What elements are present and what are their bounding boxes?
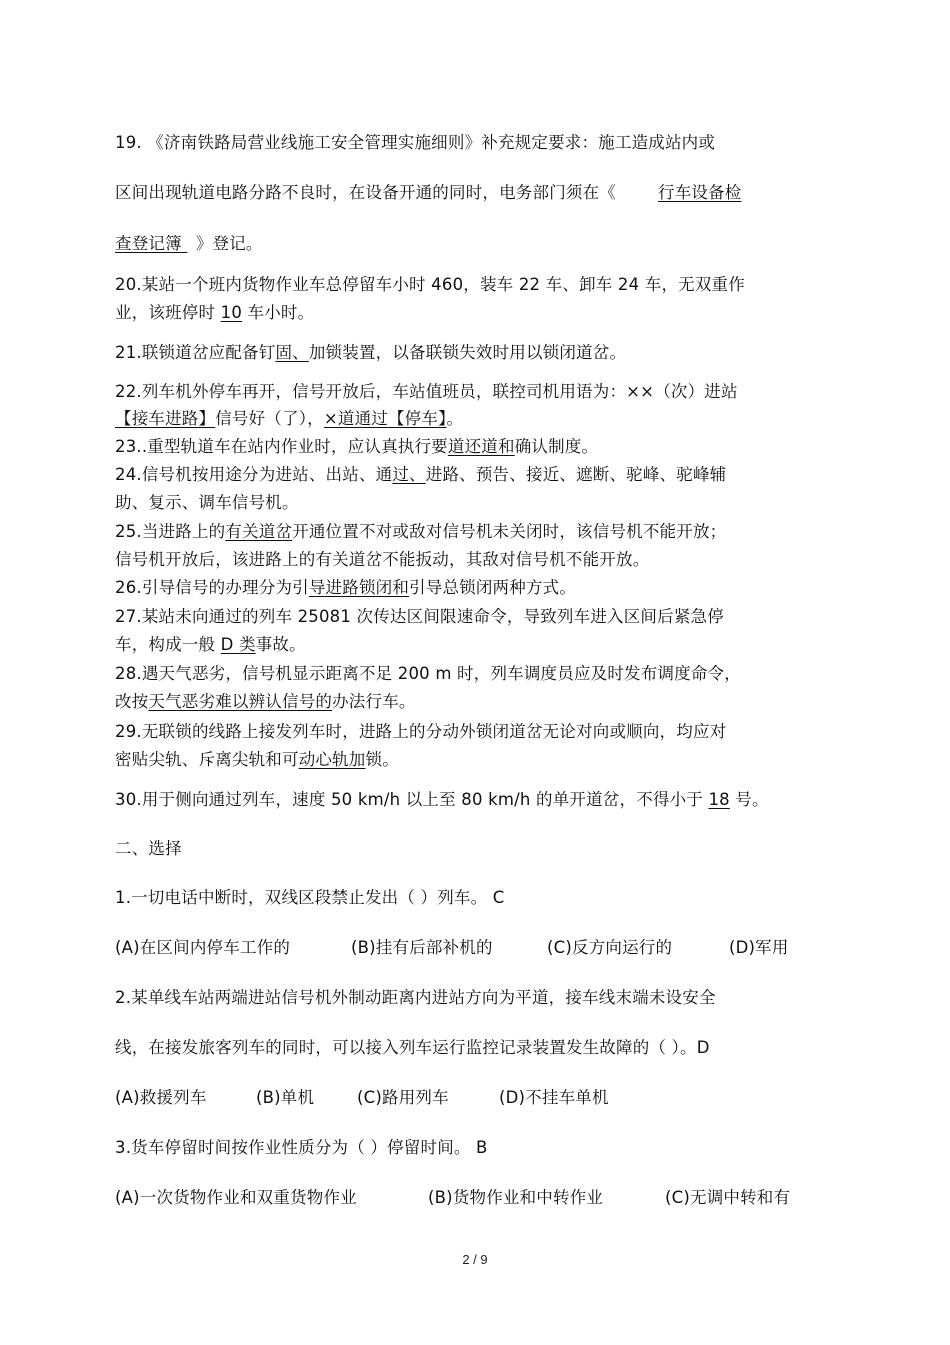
q22-text-end: 。 [446,409,464,428]
q19-line3 [115,233,263,255]
q20-answer: 10 [220,303,243,322]
q24-line1 [115,464,726,486]
q25-line1 [115,521,726,543]
q30-text-end: 号。 [729,790,769,809]
q22-answer2: ×道通过【停车】 [323,409,447,428]
choice1-question: 1.一切电话中断时，双线区段禁止发出（ ）列车。 C [115,888,505,907]
q26-text: 26.引导信号的办理分为引 [115,578,309,597]
q19-text: 区间出现轨道电路分路不良时，在设备开通的同时，电务部门须在《 [115,183,616,202]
q20-text: 业，该班停时 [115,303,221,322]
q27-text-end: 事故。 [255,635,306,654]
q21-answer: 固、 [275,343,309,362]
choice3-option-b: (B)货物作业和中转作业 [428,1188,604,1207]
q28-text: 改按 [115,692,149,711]
choice3-option-c: (C)无调中转和有 [665,1188,791,1207]
choice1-option-a: (A)在区间内停车工作的 [115,938,291,957]
choice2-option-c: (C)路用列车 [357,1088,449,1107]
q30-line [115,789,769,811]
q25-line2: 信号机开放后，该进路上的有关道岔不能扳动，其敌对信号机不能开放。 [115,550,650,569]
q22-line2 [115,408,463,430]
q29-text: 密贴尖轨、斥离尖轨和可 [115,750,299,769]
section-heading: 二、选择 [115,839,182,858]
choice2-option-a: (A)救援列车 [115,1088,207,1107]
q23-text: 23..重型轨道车在站内作业时，应认真执行要 [115,437,448,456]
q26-line [115,577,576,599]
q22-answer1: 【接车进路】 [115,409,216,428]
q29-line2 [115,749,399,771]
q21-text: 21.联锁道岔应配备钉 [115,343,276,362]
q22-line1: 22.列车机外停车再开，信号开放后，车站值班员，联控司机用语为：××（次）进站 [115,382,738,401]
q24-text: 24.信号机按用途分为进站、出站、通 [115,465,393,484]
q27-answer: D 类 [220,635,256,654]
q19-line1: 19. 《济南铁路局营业线施工安全管理实施细则》补充规定要求：施工造成站内或 [115,133,716,152]
q23-answer: 道还道和 [447,437,515,456]
q19-answer-part1: 行车设备检 [658,183,742,202]
choice3-question: 3.货车停留时间按作业性质分为（ ）停留时间。 B [115,1138,488,1157]
q28-line1: 28.遇天气恶劣，信号机显示距离不足 200 m 时，列车调度员应及时发布调度命令， [115,664,741,683]
q28-answer: 天气恶劣难以辨认信号的 [148,692,333,711]
q24-line2: 助、复示、调车信号机。 [115,493,299,512]
choice1-option-b: (B)挂有后部补机的 [351,938,493,957]
choice2-question-line1: 2.某单线车站两端进站信号机外制动距离内进站方向为平道，接车线末端未设安全 [115,988,716,1007]
q21-text-end: 加锁装置，以备联锁失效时用以锁闭道岔。 [308,343,627,362]
q20-text-end: 车小时。 [242,303,315,322]
q19-answer-part2: 查登记簿 [115,234,182,253]
choice2-question-line2: 线，在接发旅客列车的同时，可以接入列车运行监控记录装置发生故障的（ ）。D [115,1038,710,1057]
q19-text-end: 》登记。 [195,234,263,253]
q26-text-end: 引导总锁闭两种方式。 [409,578,577,597]
choice1-option-d: (D)军用 [729,938,789,957]
q28-text-end: 办法行车。 [332,692,416,711]
q30-answer: 18 [708,790,730,809]
q28-line2 [115,691,416,713]
q29-line1: 29.无联锁的线路上接发列车时，进路上的分动外锁闭道岔无论对向或顺向，均应对 [115,722,727,741]
q27-text: 车，构成一般 [115,635,221,654]
q23-text-end: 确认制度。 [514,437,599,456]
q27-line2 [115,634,306,656]
q24-answer: 过、 [392,465,426,484]
q25-text: 25.当进路上的 [115,522,226,541]
q20-line1: 20.某站一个班内货物作业车总停留车小时 460，装车 22 车、卸车 24 车，无双重作 [115,275,745,294]
q26-answer: 导进路锁闭和 [308,578,410,597]
q29-text-end: 锁。 [365,750,399,769]
q30-text: 30.用于侧向通过列车，速度 50 km/h 以上至 80 km/h 的单开道岔，不得小于 [115,790,709,809]
choice2-option-d: (D)不挂车单机 [499,1088,609,1107]
q25-text-end: 开通位置不对或敌对信号机未关闭时，该信号机不能开放； [292,522,727,541]
choice2-option-b: (B)单机 [256,1088,315,1107]
q24-text-end: 进路、预告、接近、遮断、驼峰、驼峰辅 [425,465,727,484]
q22-text: 信号好（了）， [215,409,324,428]
q23-line [115,436,598,458]
choice3-option-a: (A)一次货物作业和双重货物作业 [115,1188,357,1207]
q25-answer: 有关道岔 [225,522,293,541]
q21-line [115,342,626,364]
q20-line2 [115,302,314,324]
choice1-option-c: (C)反方向运行的 [547,938,673,957]
q29-answer: 动心轨加 [298,750,366,769]
page-number: 2 / 9 [462,1252,488,1267]
q19-line2 [115,182,742,204]
q27-line1: 27.某站未向通过的列车 25081 次传达区间限速命令，导致列车进入区间后紧急停 [115,607,724,626]
